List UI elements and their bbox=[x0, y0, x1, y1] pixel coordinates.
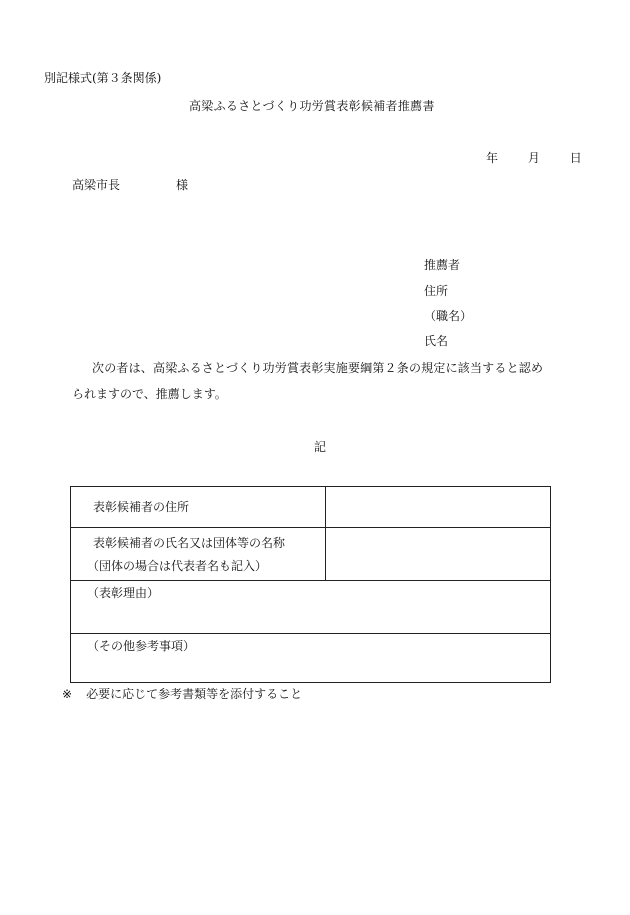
note-text: 必要に応じて参考書類等を添付すること bbox=[86, 687, 303, 701]
other-notes-field[interactable] bbox=[71, 634, 551, 683]
candidate-address-label: 表彰候補者の住所 bbox=[93, 500, 190, 514]
body-text-line-1: 次の者は、高梁ふるさとづくり功労賞表彰実施要綱第２条の規定に該当すると認め bbox=[92, 361, 544, 375]
recommender-label: 推薦者 bbox=[424, 258, 461, 272]
candidate-address-label-cell bbox=[71, 487, 326, 528]
table-row-name bbox=[71, 528, 551, 581]
date-line bbox=[486, 152, 582, 164]
other-notes-label: （その他参考事項） bbox=[87, 639, 196, 653]
day-label: 日 bbox=[569, 151, 582, 165]
footnote bbox=[62, 688, 302, 700]
year-label: 年 bbox=[486, 151, 499, 165]
note-mark: ※ bbox=[62, 687, 73, 701]
addressee-honorific: 様 bbox=[176, 178, 189, 192]
addressee bbox=[72, 179, 188, 191]
table-row-other bbox=[71, 634, 551, 683]
candidate-address-field[interactable] bbox=[326, 487, 551, 528]
document-title: 高梁ふるさとづくり功労賞表彰候補者推薦書 bbox=[189, 99, 435, 113]
award-reason-field[interactable] bbox=[71, 581, 551, 634]
form-number: 別記様式(第３条関係) bbox=[44, 71, 162, 85]
recommender-position-label: （職名） bbox=[424, 309, 473, 323]
award-reason-label: （表彰理由） bbox=[87, 586, 160, 600]
table-row-reason bbox=[71, 581, 551, 634]
candidate-name-label: 表彰候補者の氏名又は団体等の名称 bbox=[93, 536, 286, 550]
addressee-name: 高梁市長 bbox=[72, 178, 121, 192]
candidate-name-field[interactable] bbox=[326, 528, 551, 581]
body-text-line-2: られますので、推薦します。 bbox=[72, 387, 227, 401]
candidate-name-label-cell bbox=[71, 528, 326, 581]
candidate-name-note: （団体の場合は代表者名も記入） bbox=[87, 559, 268, 573]
candidate-table bbox=[70, 486, 551, 683]
table-row-address bbox=[71, 487, 551, 528]
ki-heading: 記 bbox=[314, 440, 327, 454]
month-label: 月 bbox=[527, 151, 540, 165]
recommender-name-label: 氏名 bbox=[424, 334, 449, 348]
recommender-address-label: 住所 bbox=[424, 284, 449, 298]
